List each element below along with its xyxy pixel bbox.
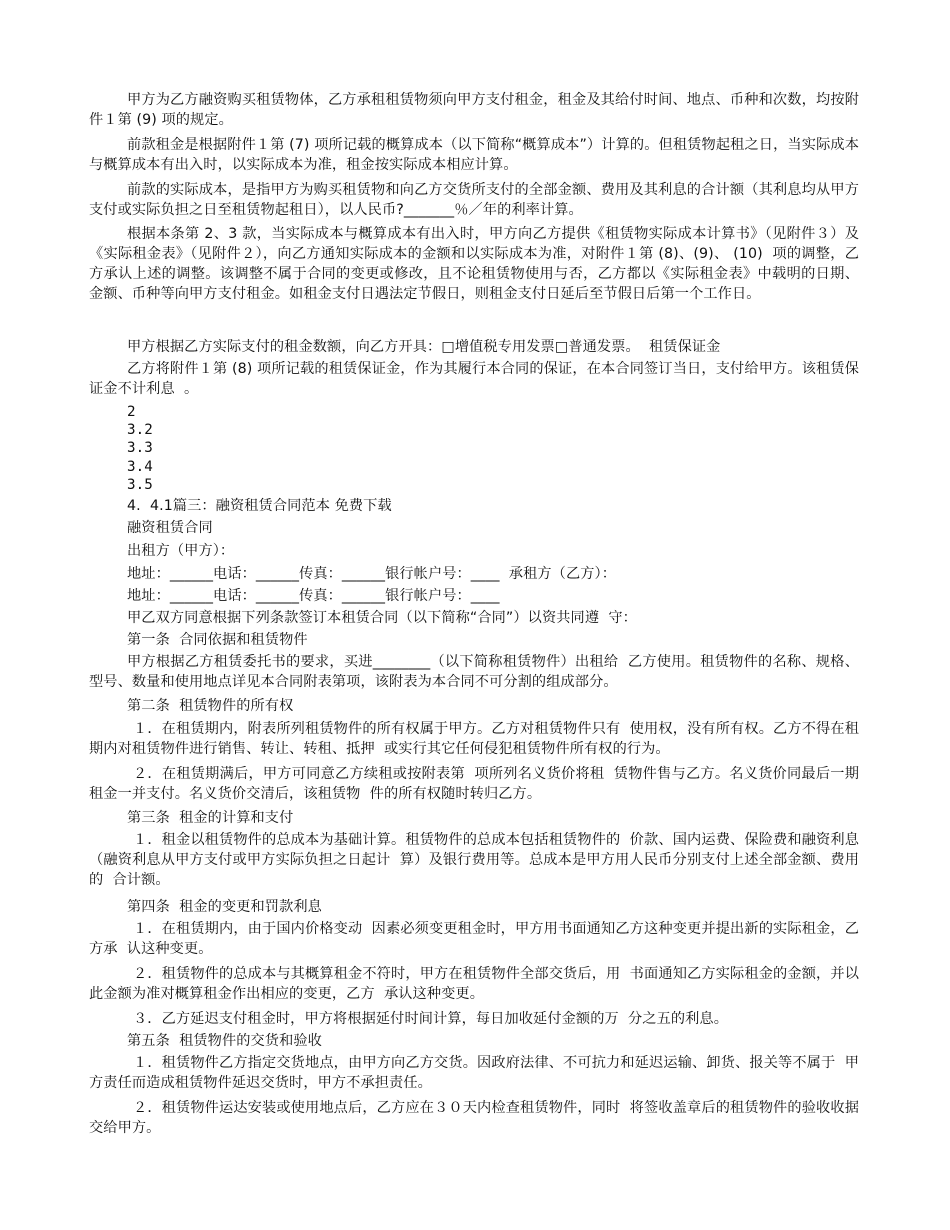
article-4-title: 第四条 租金的变更和罚款利息: [127, 899, 322, 915]
number-item: 2: [127, 404, 136, 420]
article-5-title: 第五条 租赁物件的交货和验收: [127, 1033, 322, 1049]
lessor-label: 出租方（甲方）：: [127, 543, 235, 559]
paragraph-estimated-cost: 前款租金是根据附件１第 (7) 项所记载的概算成本（以下简称“概算成本”）计算的。但租赁物起租之日，当实际成本与概算成本有出入时，以实际成本为准，租金按实际成本相应计算。: [89, 137, 859, 173]
paragraph-deposit: 乙方将附件１第 (8) 项所记载的租赁保证金，作为其履行本合同的保证，在本合同签订当日，支付给甲方。该租赁保证金不计利息 。: [89, 361, 859, 397]
paragraph-rent-payment: 甲方为乙方融资购买租赁物体，乙方承租租赁物须向甲方支付租金，租金及其给付时间、地点、币种和次数，均按附件１第 (9) 项的规定。: [89, 92, 859, 128]
article-4-item-3: ３．乙方延迟支付租金时，甲方将根据延付时间计算，每日加收延付金额的万 分之五的利息。: [133, 1011, 729, 1027]
article-4-item-1: １．在租赁期内，由于国内价格变动 因素必须变更租金时，甲方用书面通知乙方这种变更并提出新的实际租金，乙方承 认这种变更。: [89, 921, 859, 957]
article-3-item-1: １．租金以租赁物件的总成本为基础计算。租赁物件的总成本包括租赁物件的 价款、国内运费、保险费和融资利息（融资利息从甲方支付或甲方实际负担之日起计 算）及银行费用等。总成本是甲方用人民币分别支付上述全部金额、费用的 合计额。: [89, 832, 859, 888]
paragraph-actual-cost: 前款的实际成本，是指甲方为购买租赁物和向乙方交货所支付的全部金额、费用及其利息的合计额（其利息均从甲方支付或实际负担之日至租赁物起租日），以人民币?_______％／年的利率计算。: [89, 182, 859, 218]
article-4-item-2: ２．租赁物件的总成本与其概算租金不符时，甲方在租赁物件全部交货后，用 书面通知乙方实际租金的金额，并以此金额为准对概算租金作出相应的变更，乙方 承认这种变更。: [89, 966, 859, 1002]
article-5-item-1: １．租赁物件乙方指定交货地点，由甲方向乙方交货。因政府法律、不可抗力和延迟运输、卸货、报关等不属于 甲方责任而造成租赁物件延迟交货时，甲方不承担责任。: [89, 1055, 859, 1091]
lessor-info: 地址：______电话：______传真：______银行帐户号：____ 承租方（乙方）：: [127, 566, 616, 582]
paragraph-cost-adjustment: 根据本条第 2、3 款，当实际成本与概算成本有出入时，甲方向乙方提供《租赁物实际成本计算书》（见附件３）及《实际租金表》（见附件２），向乙方通知实际成本的金额和以实际成本为准，对附件１第 (8)、(9)、 (10) 项的调整，乙方承认上述的调整。该调整不属于合同的变更或修改，且不论租赁物使用与否，乙方都以《实际租金表》中载明的日期、金额、币种等向甲方支付租金。如租金支付日遇法定节假日，则租金支付日延后至节假日后第一个工作日。: [89, 226, 859, 302]
article-3-title: 第三条 租金的计算和支付: [127, 810, 294, 826]
paragraph-invoice: 甲方根据乙方实际支付的租金数额，向乙方开具：□增值税专用发票□普通发票。 租赁保证金: [127, 339, 721, 355]
lessee-info: 地址：______电话：______传真：______银行帐户号：____: [127, 588, 500, 604]
article-5-item-2: ２．租赁物件运达安装或使用地点后，乙方应在３０天内检查租赁物件，同时 将签收盖章后的租赁物件的验收收据交给甲方。: [89, 1100, 859, 1136]
number-item: 3.3: [127, 440, 153, 456]
article-1-body: 甲方根据乙方租赁委托书的要求，买进________（以下简称租赁物件）出租给 乙方使用。租赁物件的名称、规格、型号、数量和使用地点详见本合同附表第项，该附表为本合同不可分割的组成部分。: [89, 654, 859, 690]
contract-preamble: 甲乙双方同意根据下列条款签订本租赁合同（以下简称“合同”）以资共同遵 守：: [127, 610, 637, 626]
article-2-title: 第二条 租赁物件的所有权: [127, 698, 294, 714]
number-item: 3.5: [127, 477, 153, 493]
section-heading: 4. 4.1篇三：融资租赁合同范本 免费下载: [127, 498, 392, 514]
article-1-title: 第一条 合同依据和租赁物件: [127, 632, 308, 648]
number-item: 3.2: [127, 422, 153, 438]
contract-title: 融资租赁合同: [127, 520, 213, 536]
article-2-item-2: ２．在租赁期满后，甲方可同意乙方续租或按附表第 项所列名义货价将租 赁物件售与乙方。名义货价同最后一期租金一并支付。名义货价交清后，该租赁物 件的所有权随时转归乙方。: [89, 766, 859, 802]
number-item: 3.4: [127, 459, 153, 475]
article-2-item-1: １．在租赁期内，附表所列租赁物件的所有权属于甲方。乙方对租赁物件只有 使用权，没有所有权。乙方不得在租期内对租赁物件进行销售、转让、转租、抵押 或实行其它任何侵犯租赁物件所有权的行为。: [89, 721, 859, 757]
